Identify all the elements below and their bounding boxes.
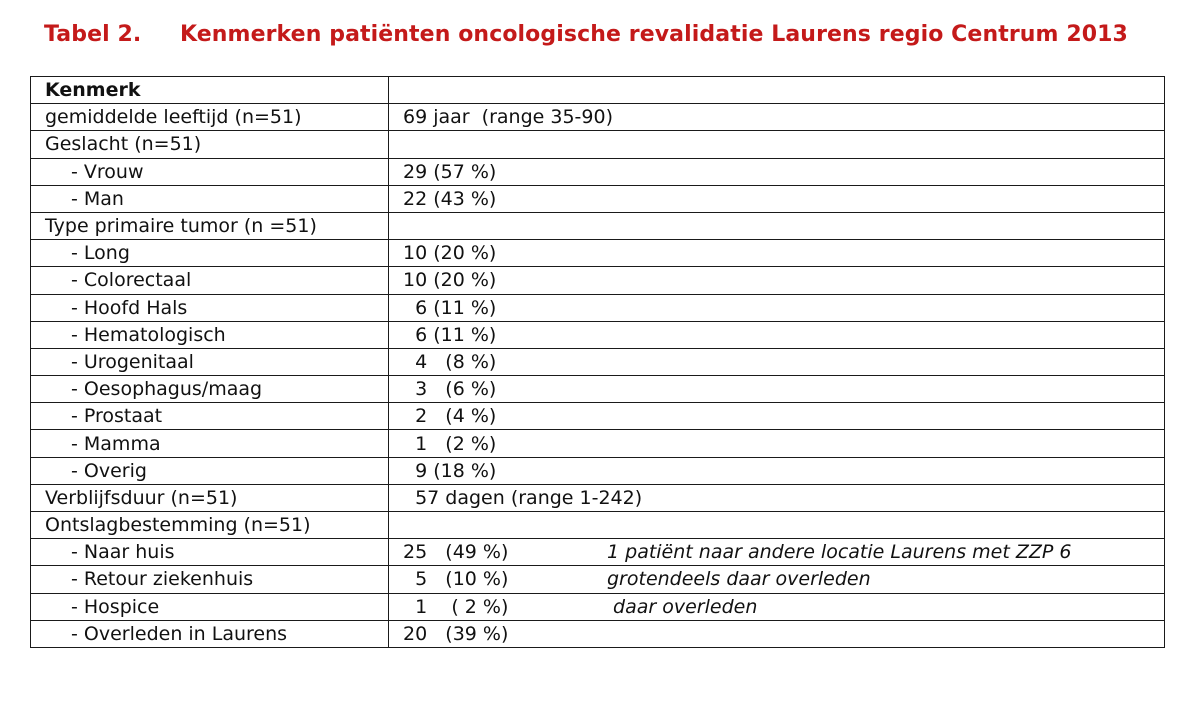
row-value-cell xyxy=(389,512,1165,539)
row-value-cell xyxy=(389,77,1165,104)
row-value-cell xyxy=(389,267,1165,294)
row-value-cell xyxy=(389,131,1165,158)
table-row xyxy=(31,104,1165,131)
table-row xyxy=(31,430,1165,457)
row-label: Ontslagbestemming (n=51) xyxy=(31,512,389,539)
table-row xyxy=(31,512,1165,539)
table-row xyxy=(31,158,1165,185)
row-label: gemiddelde leeftijd (n=51) xyxy=(31,104,389,131)
table-body xyxy=(31,77,1165,648)
row-value: 10 (20 %) xyxy=(403,242,497,265)
row-label: - Prostaat xyxy=(31,403,389,430)
table-row xyxy=(31,212,1165,239)
row-value-cell xyxy=(389,294,1165,321)
row-value-cell xyxy=(389,240,1165,267)
row-value-cell xyxy=(389,185,1165,212)
row-value: 10 (20 %) xyxy=(403,269,497,292)
row-value: 4 (8 %) xyxy=(403,350,497,373)
table-row xyxy=(31,620,1165,647)
row-value-cell xyxy=(389,457,1165,484)
row-label: - Colorectaal xyxy=(31,267,389,294)
table-row xyxy=(31,321,1165,348)
row-label: - Oesophagus/maag xyxy=(31,376,389,403)
row-value: 1 ( 2 %) xyxy=(403,595,509,618)
row-label: - Retour ziekenhuis xyxy=(31,566,389,593)
row-value: 1 (2 %) xyxy=(403,432,497,455)
row-note: 1 patiënt naar andere locatie Laurens met ZZP 6 xyxy=(607,541,1072,564)
row-label: Verblijfsduur (n=51) xyxy=(31,484,389,511)
row-value-cell xyxy=(389,593,1165,620)
row-value-cell xyxy=(389,104,1165,131)
row-value: 69 jaar (range 35-90) xyxy=(403,106,613,129)
row-value: 20 (39 %) xyxy=(403,622,509,645)
row-value-cell xyxy=(389,158,1165,185)
row-value: 57 dagen (range 1-242) xyxy=(403,486,643,509)
table-row xyxy=(31,185,1165,212)
row-label: - Overleden in Laurens xyxy=(31,620,389,647)
characteristics-table xyxy=(30,76,1165,648)
row-value-cell xyxy=(389,566,1165,593)
row-value: 3 (6 %) xyxy=(403,378,497,401)
row-label: - Long xyxy=(31,240,389,267)
row-label: - Urogenitaal xyxy=(31,348,389,375)
row-value: 6 (11 %) xyxy=(403,323,497,346)
row-label: - Hoofd Hals xyxy=(31,294,389,321)
table-caption: Kenmerken patiënten oncologische revalidatie Laurens regio Centrum 2013 xyxy=(180,22,1128,47)
row-value-cell xyxy=(389,321,1165,348)
row-label: Kenmerk xyxy=(31,77,389,104)
row-label: - Man xyxy=(31,185,389,212)
row-value-cell xyxy=(389,620,1165,647)
table-title xyxy=(44,22,1128,47)
table-row xyxy=(31,566,1165,593)
table-row xyxy=(31,403,1165,430)
table-row xyxy=(31,131,1165,158)
row-label: Geslacht (n=51) xyxy=(31,131,389,158)
table-number: Tabel 2. xyxy=(44,22,142,47)
row-label: - Mamma xyxy=(31,430,389,457)
table-row xyxy=(31,348,1165,375)
row-value: 5 (10 %) xyxy=(403,568,509,591)
row-value: 25 (49 %) xyxy=(403,541,509,564)
row-value: 2 (4 %) xyxy=(403,405,497,428)
row-value-cell xyxy=(389,348,1165,375)
row-label: - Vrouw xyxy=(31,158,389,185)
table-row xyxy=(31,240,1165,267)
table-row xyxy=(31,77,1165,104)
row-value: 9 (18 %) xyxy=(403,459,497,482)
row-value: 22 (43 %) xyxy=(403,187,497,210)
table-row xyxy=(31,593,1165,620)
table-row xyxy=(31,294,1165,321)
table-row xyxy=(31,484,1165,511)
row-value: 6 (11 %) xyxy=(403,296,497,319)
row-value-cell xyxy=(389,403,1165,430)
row-value: 29 (57 %) xyxy=(403,160,497,183)
row-note: daar overleden xyxy=(607,595,758,618)
row-value-cell xyxy=(389,376,1165,403)
row-value-cell xyxy=(389,430,1165,457)
row-note: grotendeels daar overleden xyxy=(607,568,871,591)
row-label: - Hematologisch xyxy=(31,321,389,348)
row-value-cell xyxy=(389,212,1165,239)
row-label: - Hospice xyxy=(31,593,389,620)
table-row xyxy=(31,539,1165,566)
table-row xyxy=(31,376,1165,403)
table-row xyxy=(31,267,1165,294)
table-row xyxy=(31,457,1165,484)
row-label: - Overig xyxy=(31,457,389,484)
row-value-cell xyxy=(389,484,1165,511)
row-label: - Naar huis xyxy=(31,539,389,566)
row-label: Type primaire tumor (n =51) xyxy=(31,212,389,239)
row-value-cell xyxy=(389,539,1165,566)
